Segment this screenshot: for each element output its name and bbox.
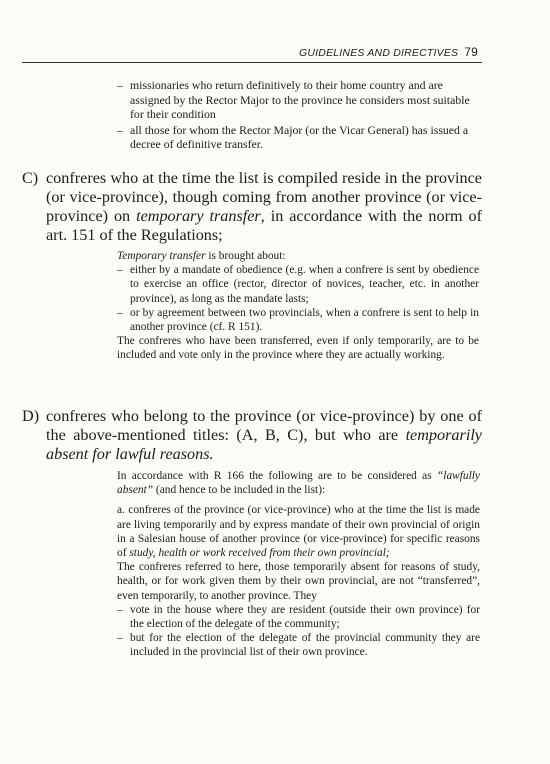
section-c-heading [22,169,482,245]
paragraph-emphasis: “lawfully absent” [117,470,480,497]
intro-list [117,78,479,153]
page-number: 79 [464,45,478,59]
section-d-heading [22,407,482,464]
section-c [22,169,482,363]
paragraph-text: a. confreres of the province (or vice-province) who at the time the list is made are living temporarily and by express mandate of their own provincial of origin in a Salesian house of another province (or vice-province) for specific reasons of [117,504,480,560]
heading-text: confreres who belong to the province (or vice-province) by one of the above-mentioned titles: (A, B, C), but who are [46,407,482,444]
running-title: GUIDELINES AND DIRECTIVES [299,47,459,59]
section-c-mark: C) [22,169,39,187]
section-c-closing: The confreres who have been transferred, even if only temporarily, are to be included and vote only in the province where they are actually working. [117,335,479,362]
section-d-paragraph-2 [117,503,480,560]
list-item: – vote in the house where they are resident (outside their own province) for the election of the delegate of the community; [117,603,480,631]
intro-text: is brought about: [205,250,286,262]
heading-text: confreres who at the time the list is compiled reside in the province (or vice-province), though coming from another province (or vice-province) on [46,169,482,225]
paragraph-emphasis: study, health or work received from their own provincial; [129,547,390,560]
list-item: – either by a mandate of obedience (e.g. when a confrere is sent by obedience to exercise an office (rector, director of novices, teacher, etc. in another province), as long as the mandate lasts; [117,263,479,306]
heading-emphasis: temporarily absent for lawful reasons. [46,426,482,463]
intro-emphasis: Temporary transfer [117,250,206,262]
paragraph-text: (and hence to be included in the list): [153,484,326,497]
section-d-body [117,469,480,660]
running-header [299,45,478,59]
section-d-paragraph-1 [117,469,480,497]
list-item: – missionaries who return definitively to their home country and are assigned by the Rector Major to the province he considers most suitable for their condition [117,78,479,122]
list-item: – but for the election of the delegate of the provincial community they are included in the provincial list of their own province. [117,631,480,659]
paragraph-text: In accordance with R 166 the following are to be considered as [117,470,437,482]
heading-text: , in accordance with the norm of art. 151 of the Regulations; [46,207,482,244]
section-d-paragraph-3: The confreres referred to here, those temporarily absent for reasons of study, health, or for work given them by their own provincial, are not “transferred”, even temporarily, to another province. They [117,561,480,602]
header-rule [22,62,482,63]
heading-emphasis: temporary transfer [136,207,261,225]
list-item: – or by agreement between two provincials, when a confrere is sent to help in another province (cf. R 151). [117,306,479,334]
section-c-body [117,249,479,363]
section-d [22,407,482,660]
list-item: – all those for whom the Rector Major (or the Vicar General) has issued a decree of definitive transfer. [117,123,479,152]
section-d-mark: D) [22,407,40,425]
section-c-intro [117,249,479,263]
